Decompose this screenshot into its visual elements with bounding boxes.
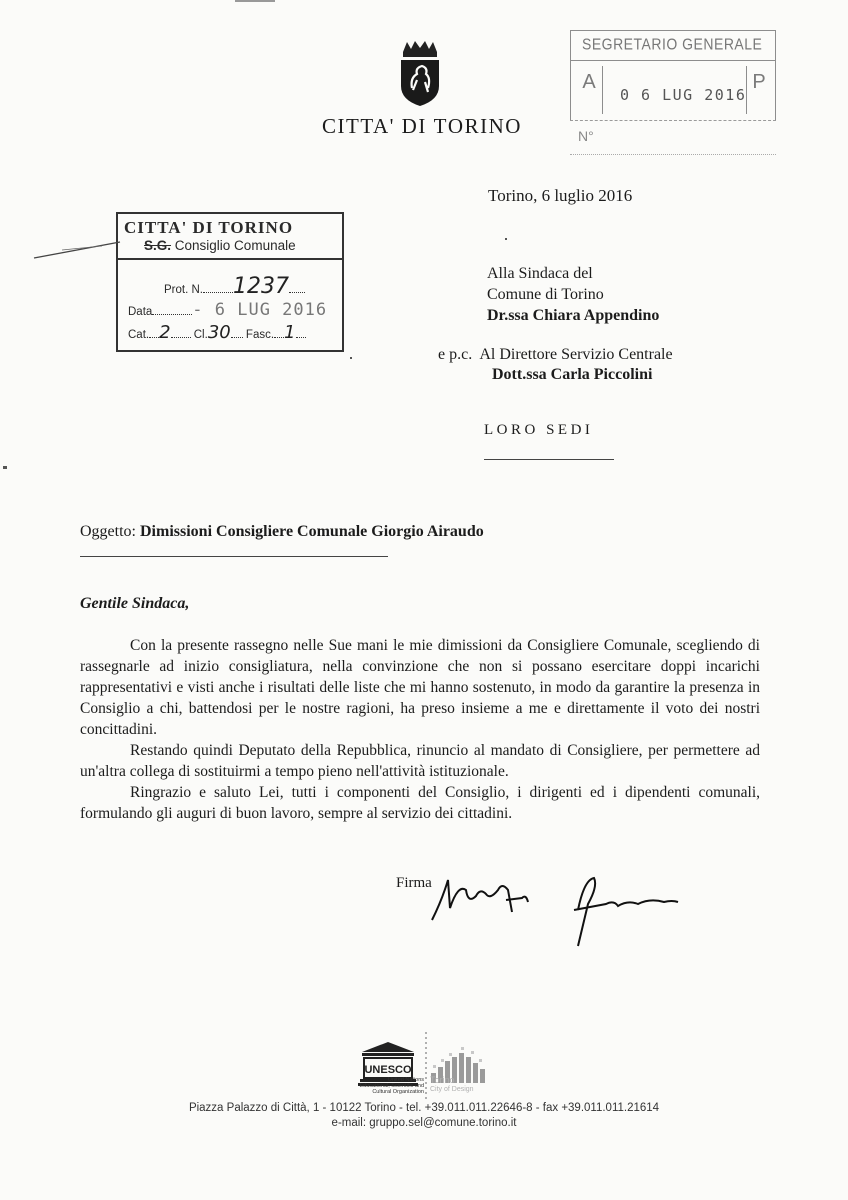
letter-date: Torino, 6 luglio 2016: [488, 186, 633, 205]
stamp-date: 0 6 LUG 2016: [620, 86, 747, 104]
loro-sedi: LORO SEDI: [484, 422, 594, 438]
divider: [484, 459, 614, 460]
footer-email: e-mail: gruppo.sel@comune.torino.it: [331, 1117, 517, 1129]
cc-prefix: e p.c.: [438, 346, 473, 363]
handwritten-signature: [428, 860, 688, 950]
letter-body: [80, 635, 760, 824]
recipient-name: Dr.ssa Chiara Appendino: [487, 307, 660, 324]
scan-mark: [3, 466, 7, 469]
stamp-box-a: A: [576, 66, 603, 114]
recipient-line: Comune di Torino: [487, 286, 604, 303]
scan-mark: [505, 238, 507, 240]
recipient-line: Alla Sindaca del: [487, 265, 593, 282]
subject-label: Oggetto:: [80, 523, 136, 540]
date-row: Data - 6 LUG 2016: [128, 300, 328, 320]
unesco-wordmark: UNESCO: [364, 1064, 412, 1076]
signature-label: Firma: [396, 875, 432, 891]
unesco-caption: United Nations Educational, Scientific and Cultural Organization: [359, 1077, 424, 1095]
footer-address: Piazza Palazzo di Città, 1 - 10122 Torino - tel. +39.011.011.22646-8 - fax +39.011.011.21614: [188, 1102, 660, 1114]
torino-caption: Torino City of Design: [430, 1075, 474, 1093]
stamp-number-label: N°: [578, 128, 594, 144]
subject-line: [80, 523, 484, 541]
divider: [80, 556, 388, 557]
stamp-box-p: P: [746, 66, 771, 114]
protocol-stamp-title: CITTA' DI TORINO: [124, 218, 294, 237]
cc-name: Dott.ssa Carla Piccolini: [492, 366, 653, 383]
subject-text: Dimissioni Consigliere Comunale Giorgio Airaudo: [140, 523, 484, 540]
city-name-heading: CITTA' DI TORINO: [322, 114, 522, 138]
pen-scribble: [32, 236, 122, 266]
protocol-stamp-office: S.G. Consiglio Comunale: [144, 238, 296, 253]
body-paragraph: Restando quindi Deputato della Repubblica, rinuncio al mandato di Consigliere, per permettere ad un'altra collega di sostituirmi a tempo pieno nell'attività istituzionale.: [80, 742, 760, 780]
salutation: Gentile Sindaca,: [80, 595, 190, 612]
scan-mark: [350, 357, 352, 359]
body-paragraph: Con la presente rassegno nelle Sue mani le mie dimissioni da Consigliere Comunale, scegliendo di rassegnarle ad inizio consigliatura, nella convinzione che non si possano esercitare doppi incarichi rappresentativi e visti anche i risultati delle liste che mi hanno sostenuto, in modo da garantire la presenza in Consiglio a chi, battendosi per le nostre ragioni, ha preso insieme a me e direttamente il voto dei nostri concittadini.: [80, 637, 760, 738]
cc-line: Al Direttore Servizio Centrale: [479, 346, 673, 363]
body-paragraph: Ringrazio e saluto Lei, tutti i componenti del Consiglio, i dirigenti ed i dipendenti comunali, formulando gli auguri di buon lavoro, sempre al servizio dei cittadini.: [80, 784, 760, 822]
prot-number-row: Prot. N. 1237: [164, 274, 305, 299]
scan-mark: [235, 0, 275, 2]
stamp-title: SEGRETARIO GENERALE: [582, 34, 763, 54]
torino-crest-logo: [395, 38, 445, 108]
cc-block: [438, 345, 673, 385]
secretary-general-stamp: [570, 30, 776, 158]
classification-row: Cat. 2 Cl.30 Fasc. 1: [128, 322, 306, 343]
recipient-block: [487, 263, 659, 326]
protocol-stamp: [116, 212, 344, 352]
